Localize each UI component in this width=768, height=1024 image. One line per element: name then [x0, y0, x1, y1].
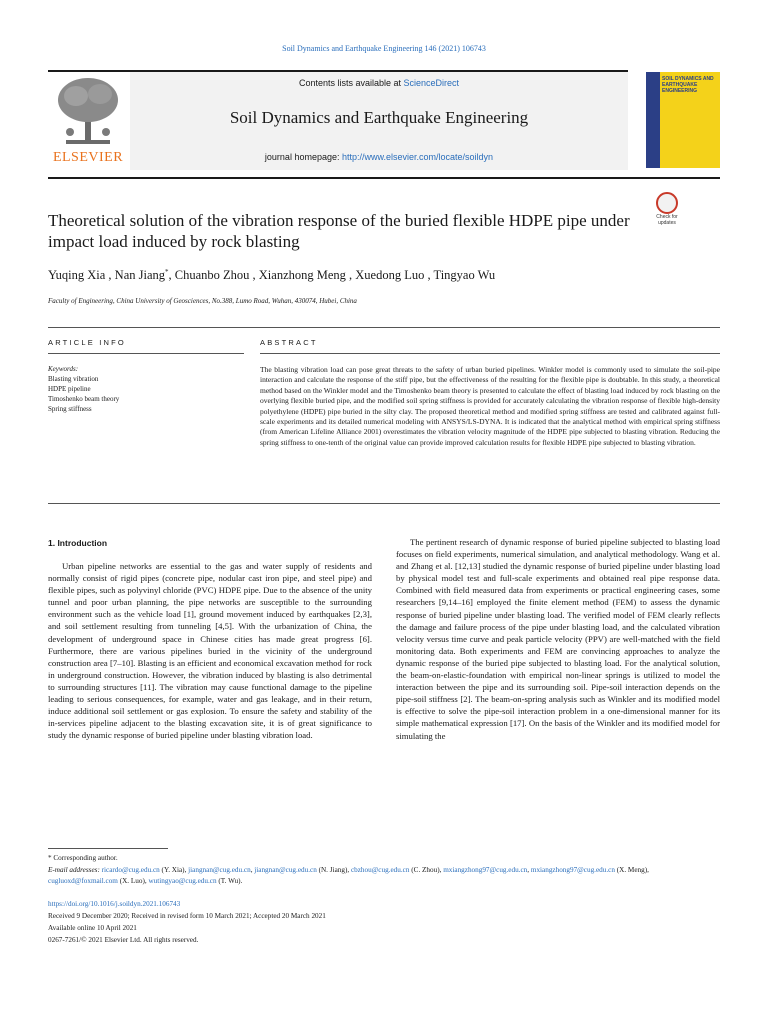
- email-owner: (N. Jiang),: [316, 866, 351, 874]
- email-link[interactable]: ricardo@cug.edu.cn: [101, 866, 160, 874]
- email-owner: (X. Meng),: [614, 866, 649, 874]
- section-top-rule: [48, 327, 720, 328]
- intro-paragraph: The pertinent research of dynamic response of buried pipeline subjected to blasting load focuses on field experiments, numerical simulation, and analytical methodology. Wang et al. and Zhang et al. [12,13] studied the dynamic response of buried pipeline under blasting load by physical model test and full-scale experiments and obtained real pipe response data. Combined with field measured data from experiments or practical engineering cases, some researchers [9,14–16] employed the finite element method (FEM) to assess the dynamic response of buried pipeline under blasting load. The verified model of FEM clearly reflects the damage and failure process of the pipe under blasting load, and the calculated vibration velocity versus time curve and peak particle velocity (PPV) are well-matched with the field monitoring data. Both experiments and FEM are convincing approaches to analyze the dynamic response of the buried pipe subjected to blasting load. For the analytical solution, the beam-on-elastic-foundation with empirical non-linear springs is utilized to model the interaction between the pipe and its surrounding soil. Pipe-soil interaction depends on the pipe-soil stiffness [2]. The beam-on-spring analysis such as Winkler and its modified model is effective to solve the pipe-soil interaction problem in a one-dimensional manner for its simple mathematical expression [17]. On the basis of the Winkler and its modified model for simulating the: [396, 537, 720, 741]
- abstract-heading: ABSTRACT: [260, 338, 318, 347]
- email-link[interactable]: jiangnan@cug.edu.cn: [188, 866, 251, 874]
- sciencedirect-link[interactable]: ScienceDirect: [403, 78, 460, 88]
- email-addresses: [48, 865, 720, 887]
- intro-right-column: [396, 536, 720, 742]
- article-info-heading: ARTICLE INFO: [48, 338, 126, 347]
- authors-first: Yuqing Xia , Nan Jiang: [48, 268, 165, 283]
- email-link[interactable]: cugluoxd@foxmail.com: [48, 877, 118, 885]
- author-list: [48, 268, 688, 283]
- abstract-text: The blasting vibration load can pose great threats to the safety of urban buried pipelines. Winkler model is commonly used to simulate the soil-pipe interaction and calculate the response of the stiff pipe, but the effectiveness of the resulting for the flexible pipe is doubtable. In this study, a theoretical method based on the Winkler model and the Timoshenko beam theory is presented to calculate the effect of blasting load induced by rock blasting on the overlying flexible buried pipe, and the modified soil spring stiffness is provided for accurately calculating the vibration response of flexible high-density polyethylene (HDPE) pipe buried in the silty clay. The proposed theoretical method and modified spring stiffness are tested and calibrated against full-scale experiments and its detailed numerical modeling with ANSYS/LS-DYNA. It is indicated that the analytical method with empirical spring stiffness (from American Lifeline Alliance 2001) overestimates the vibration velocity magnitude of the HDPE pipe subjected to blasting vibration. Reducing the spring stiffness to one-tenth of the original value can provide improved calculation results for flexible HDPE pipe subjected to blasting vibration.: [260, 365, 720, 447]
- authors-rest: , Chuanbo Zhou , Xianzhong Meng , Xuedong Luo , Tingyao Wu: [168, 268, 496, 283]
- article-title: Theoretical solution of the vibration response of the buried flexible HDPE pipe under impact load induced by rock blasting: [48, 211, 630, 251]
- check-updates-label: Check for updates: [656, 214, 678, 226]
- corresponding-author-note: * Corresponding author.: [48, 854, 118, 862]
- cover-title: SOIL DYNAMICS AND EARTHQUAKE ENGINEERING: [662, 76, 714, 94]
- corresponding-mark[interactable]: *: [165, 268, 169, 276]
- copyright-notice: 0267-7261/© 2021 Elsevier Ltd. All rights reserved.: [48, 936, 199, 944]
- keyword-list: [48, 374, 119, 414]
- journal-cover-thumbnail[interactable]: [646, 72, 720, 168]
- email-link[interactable]: cbzhou@cug.edu.cn: [350, 866, 410, 874]
- keyword-item: Timoshenko beam theory: [48, 395, 120, 403]
- introduction-heading: 1. Introduction: [48, 538, 108, 548]
- journal-homepage: [130, 152, 628, 162]
- keyword-item: HDPE pipeline: [48, 385, 91, 393]
- email-owner: ,: [527, 866, 531, 874]
- journal-reference-link[interactable]: Soil Dynamics and Earthquake Engineering 146 (2021) 106743: [282, 44, 486, 53]
- publisher-wordmark: ELSEVIER: [52, 150, 124, 165]
- received-dates: Received 9 December 2020; Received in revised form 10 March 2021; Accepted 20 March 2021: [48, 912, 326, 920]
- email-owner: (T. Wu).: [216, 877, 243, 885]
- check-for-updates-button[interactable]: [650, 192, 684, 232]
- check-updates-icon: [656, 192, 678, 214]
- affiliation: Faculty of Engineering, China University of Geosciences, No.388, Lumo Road, Wuhan, 430074, Hubei, China: [48, 297, 357, 305]
- intro-paragraph: Urban pipeline networks are essential to the gas and water supply of residents and normally consist of rigid pipes (concrete pipe, nodular cast iron pipe, and steel pipe) and flexible pipes, such as polyvinyl chloride (PVC) HDPE pipe. Due to the absence of the unity tunnel and poor urban planning, the pipe networks are susceptible to the surrounding environment such as the vehicle load [1], ground movement induced by earthquakes [2,3], and soil settlement resulting from tunneling [4,5]. With the urbanization of China, the development of underground space in Chinese cities has made great progress [6]. Furthermore, there are various pipelines buried in the vicinity of the underground construction area [7–10]. Blasting is an efficient and economical excavation method for rock in underground construction. However, the vibration induced by blasting is also detrimental to surrounding structures [11]. The vibration may cause functional damage to the pipeline leading to serious consequences, for example, water and gas leakage, and in their return, induce additional soil settlement or gas explosion. To ensure the safety and stability of the in-services pipeline adjacent to the blasting excavation site, it is of great significance to study the dynamic response of buried pipeline under blasting vibration load.: [48, 561, 372, 741]
- footnote-rule: [48, 848, 168, 849]
- homepage-label: journal homepage:: [264, 152, 342, 162]
- header-bottom-rule: [48, 177, 720, 179]
- intro-left-column: [48, 560, 372, 741]
- journal-title: Soil Dynamics and Earthquake Engineering: [229, 108, 529, 127]
- section-bottom-rule: [48, 503, 720, 504]
- email-link[interactable]: mxiangzhong97@cug.edu.cn: [530, 866, 615, 874]
- email-link[interactable]: mxiangzhong97@cug.edu.cn: [443, 866, 528, 874]
- doi-link[interactable]: https://doi.org/10.1016/j.soildyn.2021.106743: [48, 900, 181, 908]
- email-owner: (X. Luo),: [117, 877, 149, 885]
- email-label: E-mail addresses:: [48, 866, 102, 874]
- homepage-link[interactable]: http://www.elsevier.com/locate/soildyn: [341, 152, 494, 162]
- keyword-item: Spring stiffness: [48, 405, 92, 413]
- info-rule: [48, 353, 244, 354]
- keywords-label: Keywords:: [48, 365, 79, 373]
- email-owner: ,: [250, 866, 255, 874]
- available-online: Available online 10 April 2021: [48, 924, 137, 932]
- email-owner: (Y. Xia),: [159, 866, 189, 874]
- abstract-rule: [260, 353, 720, 354]
- email-link[interactable]: wutingyao@cug.edu.cn: [148, 877, 217, 885]
- cover-band: [646, 72, 660, 168]
- contents-prefix: Contents lists available at: [298, 78, 404, 88]
- email-owner: (C. Zhou),: [409, 866, 444, 874]
- email-link[interactable]: jiangnan@cug.edu.cn: [254, 866, 317, 874]
- contents-availability: [130, 78, 628, 88]
- keyword-item: Blasting vibration: [48, 375, 99, 383]
